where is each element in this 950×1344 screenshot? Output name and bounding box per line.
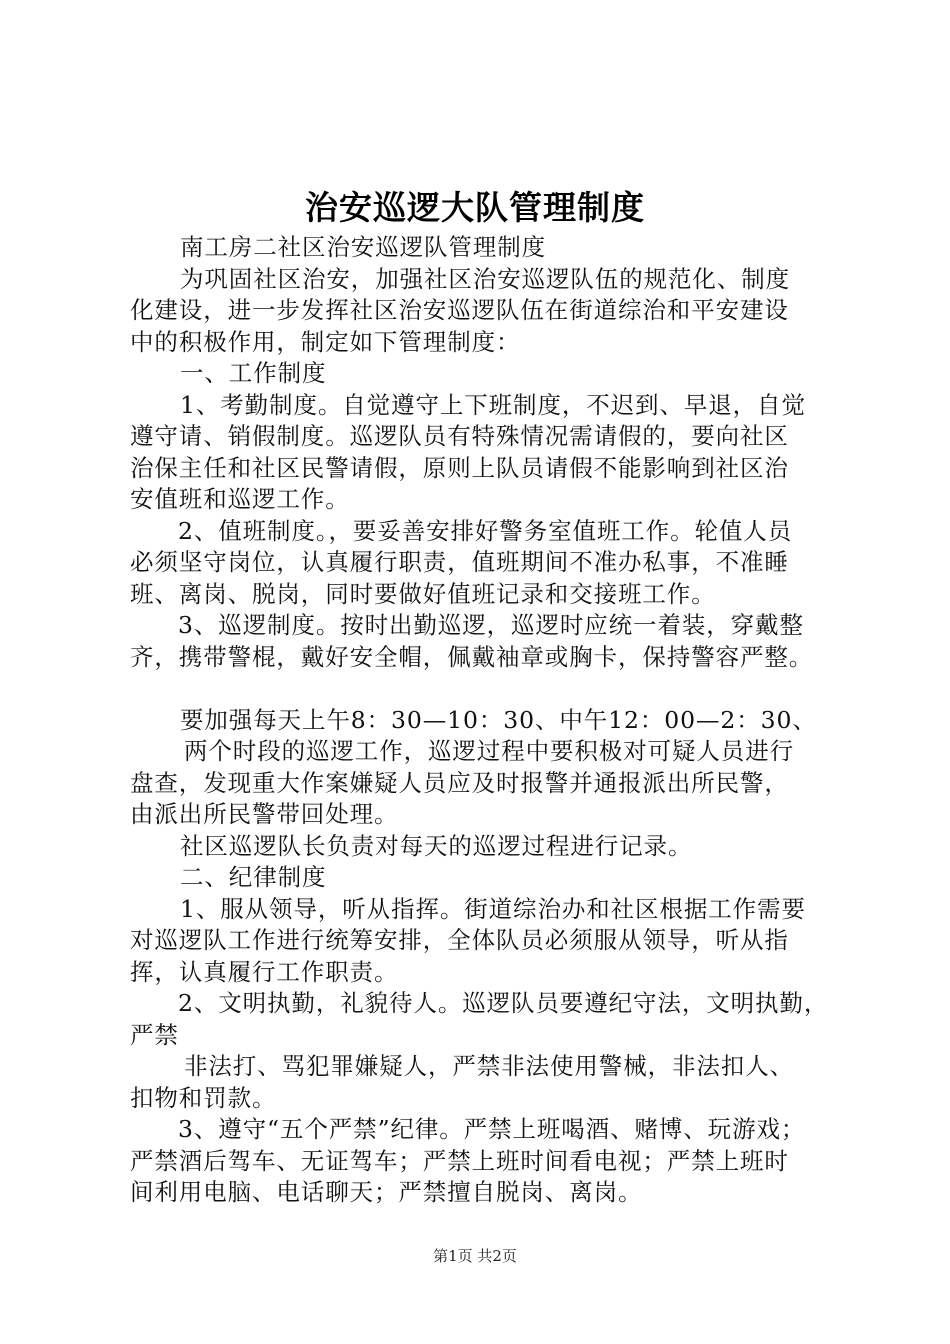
subtitle-line: 南工房二社区治安巡逻队管理制度 [180, 233, 546, 261]
paragraph-line: 非法打、骂犯罪嫌疑人，严禁非法使用警械，非法扣人、 [184, 1052, 794, 1080]
paragraph-line: 1、服从领导，听从指挥。街道综治办和社区根据工作需要 [180, 894, 806, 923]
paragraph-line: 中的积极作用，制定如下管理制度： [130, 327, 521, 356]
paragraph-line: 班、离岗、脱岗，同时要做好值班记录和交接班工作。 [130, 579, 716, 608]
paragraph-line: 安值班和巡逻工作。 [130, 485, 350, 513]
paragraph-line: 齐，携带警棍，戴好安全帽，佩戴袖章或胸卡，保持警容严整。 [130, 642, 814, 671]
paragraph-line: 严禁酒后驾车、无证驾车；严禁上班时间看电视；严禁上班时 [130, 1146, 789, 1175]
paragraph-line: 盘查，发现重大作案嫌疑人员应及时报警并通报派出所民警， [130, 768, 789, 797]
document-title: 治安巡逻大队管理制度 [305, 188, 645, 227]
document-body [130, 232, 830, 1209]
section-heading: 一、工作制度 [180, 359, 327, 387]
paragraph-line: 对巡逻队工作进行统筹安排，全体队员必须服从领导，听从指 [130, 926, 789, 954]
paragraph-line: 为巩固社区治安，加强社区治安巡逻队伍的规范化、制度 [180, 264, 790, 293]
paragraph-line: 化建设，进一步发挥社区治安巡逻队伍在街道综治和平安建设 [130, 296, 789, 324]
paragraph-line: 必须坚守岗位，认真履行职责，值班期间不准办私事，不准睡 [130, 548, 789, 576]
blank-line [130, 673, 830, 705]
paragraph-line: 治保主任和社区民警请假，原则上队员请假不能影响到社区治 [130, 453, 789, 482]
paragraph-line: 挥，认真履行工作职责。 [130, 957, 399, 986]
page-footer: 第1页 共2页 [433, 1247, 517, 1265]
paragraph-line: 两个时段的巡逻工作，巡逻过程中要积极对可疑人员进行 [184, 737, 794, 765]
paragraph-line: 社区巡逻队长负责对每天的巡逻过程进行记录。 [180, 831, 693, 860]
paragraph-line: 3、遵守“五个严禁”纪律。严禁上班喝酒、赌博、玩游戏； [178, 1115, 806, 1143]
paragraph-line: 2、值班制度。，要妥善安排好警务室值班工作。轮值人员 [178, 516, 793, 545]
paragraph-line: 2、文明执勤，礼貌待人。巡逻队员要遵纪守法，文明执勤， [178, 989, 829, 1017]
paragraph-line: 1、考勤制度。自觉遵守上下班制度，不迟到、早退，自觉 [180, 390, 806, 419]
paragraph-line: 间利用电脑、电话聊天；严禁擅自脱岗、离岗。 [130, 1178, 643, 1206]
paragraph-line: 要加强每天上午8：30—10：30、中午12：00—2：30、 [180, 705, 817, 734]
paragraph-line: 由派出所民警带回处理。 [130, 800, 399, 828]
paragraph-line: 3、巡逻制度。按时出勤巡逻，巡逻时应统一着装，穿戴整 [178, 611, 804, 639]
section-heading: 二、纪律制度 [180, 863, 327, 891]
paragraph-line: 严禁 [130, 1020, 179, 1049]
paragraph-line: 遵守请、销假制度。巡逻队员有特殊情况需请假的，要向社区 [130, 422, 789, 450]
paragraph-line: 扣物和罚款。 [130, 1083, 277, 1112]
